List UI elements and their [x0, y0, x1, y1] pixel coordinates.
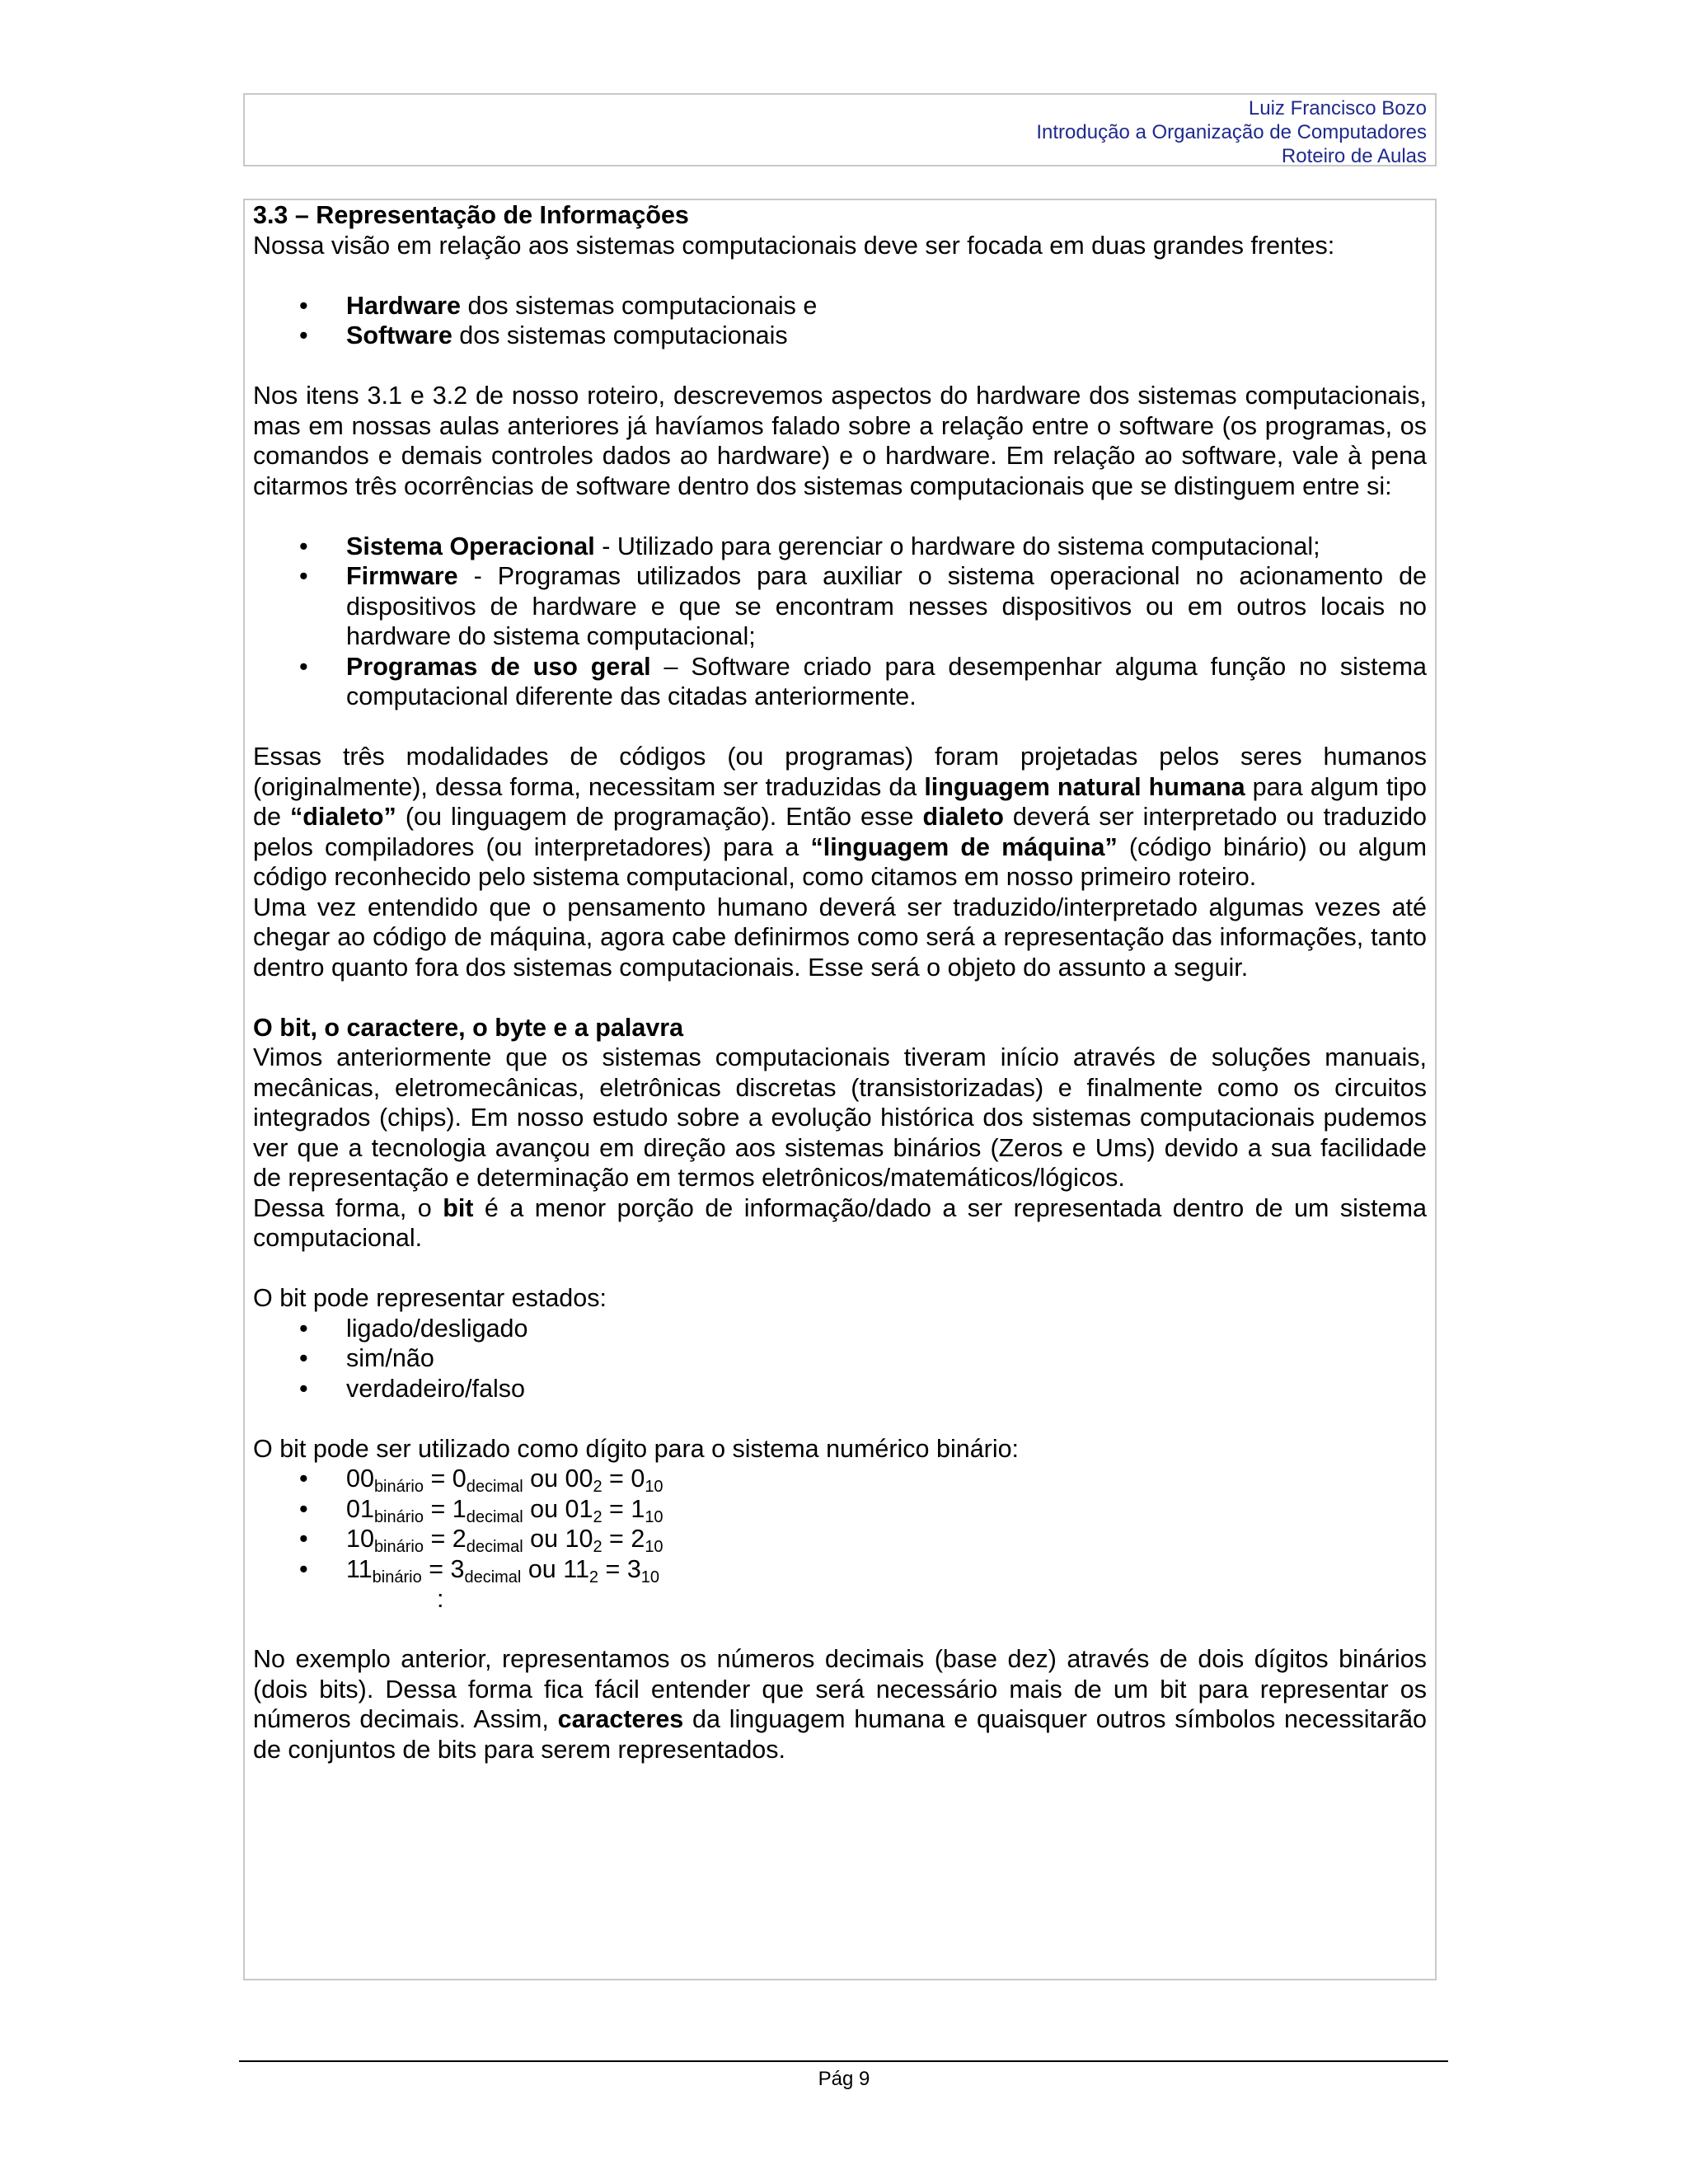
list-item: • Programas de uso geral – Software criado para desempenhar alguma função no sistema computacional diferente das citadas anteriormente. [299, 652, 1427, 710]
binary-intro: O bit pode ser utilizado como dígito para o sistema numérico binário: [253, 1434, 1020, 1463]
fronts-list [253, 291, 1427, 351]
header-author: Luiz Francisco Bozo [1248, 97, 1427, 120]
binary-examples-list [253, 1464, 1427, 1584]
paragraph-representation: Uma vez entendido que o pensamento humano deverá ser traduzido/interpretado algumas vezes até chegar ao código de máquina, agora cabe definirmos como será a representação das informações, tanto dentro quanto fora dos sistemas computacionais. Esse será o objeto do assunto a seguir. [253, 893, 1427, 982]
continuation-mark: : [437, 1585, 444, 1613]
list-item: • $11_{binário} = 3_{decimal}$ ou $11_2 = 3_{10}$ [299, 1554, 660, 1586]
bullet-icon: • [299, 1344, 308, 1372]
paragraph-history: Vimos anteriormente que os sistemas computacionais tiveram início através de soluções manuais, mecânicas, eletromecânicas, eletrônicas discretas (transistorizadas) e finalmente como os circuitos integrados (chips). Em nosso estudo sobre a evolução histórica dos sistemas computacionais pudemos ver que a tecnologia avançou em direção aos sistemas binários (Zeros e Ums) devido a sua facilidade de representação e determinação em termos eletrônicos/matemáticos/lógicos. [253, 1043, 1427, 1192]
paragraph-translation: Essas três modalidades de códigos (ou programas) foram projetadas pelos seres humanos (originalmente), dessa forma, necessitam ser traduzidas da linguagem natural humana para algum tipo de “dialeto” (ou linguagem de programação). Então esse dialeto deverá ser interpretado ou traduzido pelos compiladores (ou interpretadores) para a “linguagem de máquina” (código binário) ou algum código reconhecido pelo sistema computacional, como citamos em nosso primeiro roteiro. [253, 743, 1428, 891]
list-item: • Sistema Operacional - Utilizado para gerenciar o hardware do sistema computacional; [299, 532, 1320, 560]
paragraph-conclusion: No exemplo anterior, representamos os números decimais (base dez) através de dois dígitos binários (dois bits). Dessa forma fica fácil entender que será necessário mais de um bit para representar os números decimais. Assim, caracteres da linguagem humana e quaisquer outros símbolos necessitarão de conjuntos de bits para serem representados. [253, 1645, 1427, 1764]
list-item: • sim/não [299, 1344, 434, 1372]
page-number: Pág 9 [818, 2068, 870, 2090]
list-item: • verdadeiro/falso [299, 1374, 526, 1403]
footer-divider [239, 2060, 1448, 2062]
header-course: Introdução a Organização de Computadores [1036, 121, 1427, 143]
section-intro: Nossa visão em relação aos sistemas computacionais deve ser focada em duas grandes frentes: [253, 231, 1335, 260]
bullet-icon: • [299, 321, 308, 349]
content-area [243, 199, 1437, 1980]
subsection-title: O bit, o caractere, o byte e a palavra [253, 1013, 684, 1042]
paragraph-bit: Dessa forma, o bit é a menor porção de informação/dado a ser representada dentro de um sistema computacional. [253, 1193, 1427, 1252]
bullet-icon: • [299, 1465, 308, 1493]
bullet-icon: • [299, 1554, 308, 1583]
paragraph-software: Nos itens 3.1 e 3.2 de nosso roteiro, descrevemos aspectos do hardware dos sistemas computacionais, mas em nossas aulas anteriores já havíamos falado sobre a relação entre o software (os programas, os comandos e demais controles dados ao hardware) e o hardware. Em relação ao software, vale à pena citarmos três ocorrências de software dentro dos sistemas computacionais que se distinguem entre si: [253, 382, 1427, 500]
bullet-icon: • [299, 1374, 308, 1403]
list-item: • Software dos sistemas computacionais [299, 321, 788, 349]
list-item: • Firmware - Programas utilizados para auxiliar o sistema operacional no acionamento de dispositivos de hardware e que se encontram nesses dispositivos ou em outros locais no hardware do sistema computacional; [299, 562, 1427, 650]
page-header [243, 93, 1437, 166]
header-doc-type: Roteiro de Aulas [1281, 145, 1427, 167]
software-types-list [253, 532, 1427, 712]
list-item: • ligado/desligado [299, 1314, 528, 1343]
bullet-icon: • [299, 291, 308, 320]
bullet-icon: • [299, 652, 308, 681]
states-intro: O bit pode representar estados: [253, 1284, 607, 1312]
states-list [253, 1314, 1427, 1404]
list-item: • $10_{binário} = 2_{decimal}$ ou $10_2 = 2_{10}$ [299, 1525, 663, 1556]
list-item: • $00_{binário} = 0_{decimal}$ ou $00_2 = 0_{10}$ [299, 1465, 663, 1496]
section-title: 3.3 – Representação de Informações [253, 201, 689, 229]
list-item: • $01_{binário} = 1_{decimal}$ ou $01_2 = 1_{10}$ [299, 1494, 663, 1526]
bullet-icon: • [299, 1525, 308, 1553]
bullet-icon: • [299, 562, 308, 590]
bullet-icon: • [299, 532, 308, 560]
bullet-icon: • [299, 1494, 308, 1523]
list-item: • Hardware dos sistemas computacionais e [299, 291, 818, 320]
bullet-icon: • [299, 1314, 308, 1343]
